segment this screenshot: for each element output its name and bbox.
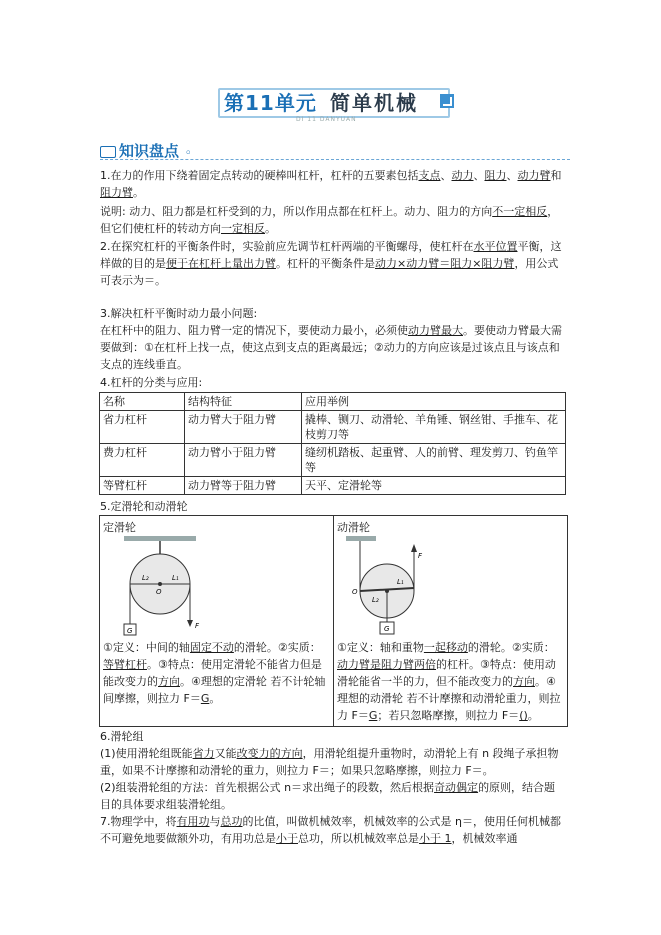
answer: 有用功 — [176, 815, 210, 828]
text: 又能 — [214, 747, 237, 760]
paragraph-6-title: 6.滑轮组 — [100, 730, 144, 743]
paragraph-3 — [100, 322, 566, 373]
axle — [385, 589, 389, 593]
answer: 一定相反 — [221, 222, 265, 235]
lever-table — [99, 392, 566, 495]
text: 的滑轮。②实质： — [467, 641, 555, 654]
answer: G — [200, 692, 210, 705]
sep: 、 — [506, 169, 518, 182]
section-divider — [100, 159, 570, 160]
text: 与 — [209, 815, 221, 828]
text: 的原则，结合题目的具体要求组装滑轮组。 — [100, 781, 556, 811]
paragraph-1 — [100, 167, 566, 201]
answer: 水平位置 — [473, 240, 518, 253]
label-l1: L₁ — [172, 574, 179, 582]
paragraph-3-title: 3.解决杠杆平衡时动力最小问题: — [100, 307, 258, 320]
answer: 改变力的方向 — [236, 747, 303, 760]
ceiling — [346, 536, 376, 541]
answer: 动力臂 — [517, 169, 551, 182]
paragraph-7 — [100, 813, 566, 847]
sep: 、 — [440, 169, 452, 182]
text: 总功，所以机械效率总是 — [298, 832, 419, 845]
paragraph-4-title: 4.杠杆的分类与应用: — [100, 376, 203, 389]
label-f: F — [195, 622, 200, 630]
text: 。要使动力臂最大需要做到：①在杠杆上找一点，使这点到支点的距离最远；②动力的方向应该是过该点且与该点和支点的连线垂直。 — [100, 324, 562, 371]
fixed-pulley-cell — [100, 516, 334, 726]
force-arrow — [411, 544, 417, 552]
text: (2)组装滑轮组的方法：首先根据公式 n＝求出绳子的段数，然后根据 — [100, 781, 435, 794]
paragraph-2 — [100, 238, 566, 289]
text: ，用滑轮组提升重物时，动滑轮上有 n 段绳子承担物重，如果不计摩擦和动滑轮的重力，则拉力 F＝；如果只忽略摩擦，则拉力 F＝。 — [100, 747, 559, 777]
answer: 动力臂最大 — [408, 324, 463, 337]
pulley-comparison — [99, 515, 568, 727]
label-l2: L₂ — [372, 596, 379, 604]
table-cell: 动力臂等于阻力臂 — [185, 477, 302, 495]
text: 说明: 动力、阻力都是杠杆受到的力，所以作用点都在杠杆上。动力、阻力的方向 — [100, 205, 493, 218]
movable-pulley-diagram — [342, 536, 442, 636]
table-cell: 撬棒、铡刀、动滑轮、羊角锤、钢丝钳、手推车、花枝剪刀等 — [302, 411, 566, 444]
answer: 小于 1 — [419, 832, 452, 845]
book-icon — [100, 146, 116, 158]
answer: 动力臂是阻力臂两倍 — [337, 658, 436, 671]
table-cell: 动力臂大于阻力臂 — [185, 411, 302, 444]
movable-pulley-text — [337, 639, 563, 724]
movable-pulley-heading: 动滑轮 — [337, 521, 370, 534]
end: 。 — [527, 709, 539, 722]
arrow-corner-icon — [440, 94, 454, 108]
answer: 奇动偶定 — [434, 781, 479, 794]
text: 1.在力的作用下绕着固定点转动的硬棒叫杠杆，杠杆的五要素包括 — [100, 169, 419, 182]
text: ①定义：中间的轴 — [103, 641, 190, 654]
table-row — [100, 444, 566, 477]
table-header: 应用举例 — [302, 393, 566, 411]
table-header: 结构特征 — [185, 393, 302, 411]
formula: ＝ — [144, 274, 155, 287]
unit-topic: 简单机械 — [330, 91, 418, 115]
text: 的滑轮。②实质： — [233, 641, 321, 654]
text: 的比值，叫做机械效率，机械效率的公式是 η＝，使用任何机械都不可避免地要做额外功，有用功总是 — [100, 815, 561, 845]
section-title: 知识盘点 — [119, 142, 180, 160]
table-cell: 省力杠杆 — [100, 411, 185, 444]
text: 平衡，这样做的目的是 — [100, 240, 562, 270]
table-cell: 缝纫机踏板、起重臂、人的前臂、理发剪刀、钓鱼竿等 — [302, 444, 566, 477]
text: 。③特点：使用定滑轮不能省力但是能改变力的 — [103, 658, 322, 688]
fixed-pulley-diagram — [110, 536, 210, 636]
answer: 阻力 — [484, 169, 507, 182]
answer: 阻力臂 — [100, 186, 133, 199]
text: ；若只忽略摩擦，则拉力 F＝ — [377, 709, 520, 722]
answer: 不一定相反 — [492, 205, 548, 218]
answer: 省力 — [192, 747, 215, 760]
answer: () — [519, 709, 528, 722]
unit-title-banner — [218, 88, 458, 123]
dot-icon: ◦ — [185, 148, 192, 159]
text: 。④理想的定滑轮 若不计轮轴间摩擦，则拉力 F＝ — [103, 675, 326, 705]
answer: 方向 — [513, 675, 535, 688]
table-cell: 天平、定滑轮等 — [302, 477, 566, 495]
label-o: O — [352, 588, 358, 596]
text: ①定义：轴和重物 — [337, 641, 424, 654]
table-cell: 动力臂小于阻力臂 — [185, 444, 302, 477]
label-g: G — [384, 625, 390, 633]
answer: 一起移动 — [423, 641, 468, 654]
end: 。 — [155, 274, 166, 287]
end: 。 — [133, 186, 144, 199]
paragraph-6-2 — [100, 779, 566, 813]
table-row — [100, 477, 566, 495]
label-l1: L₁ — [397, 578, 404, 586]
text: ，但它们使杠杆的转动方向 — [100, 205, 559, 235]
paragraph-6-1 — [100, 745, 566, 779]
answer: 支点 — [418, 169, 441, 182]
pivot — [158, 582, 162, 586]
section-heading — [100, 140, 191, 161]
end: 。 — [209, 692, 221, 705]
sep: 和 — [550, 169, 562, 182]
text: 7.物理学中，将 — [100, 815, 177, 828]
answer: 动力 — [451, 169, 474, 182]
force-arrow — [187, 620, 193, 627]
text: 。杠杆的平衡条件是 — [276, 257, 375, 270]
label-f: F — [418, 552, 423, 560]
answer: 便于在杠杆上量出力臂 — [166, 257, 276, 270]
end: 。 — [265, 222, 276, 235]
answer: 等臂杠杆 — [103, 658, 147, 671]
label-g: G — [127, 627, 133, 635]
table-cell: 等臂杠杆 — [100, 477, 185, 495]
table-cell: 费力杠杆 — [100, 444, 185, 477]
answer: G — [368, 709, 378, 722]
text: 2.在探究杠杆的平衡条件时，实验前应先调节杠杆两端的平衡螺母，使杠杆在 — [100, 240, 474, 253]
sep: 、 — [473, 169, 485, 182]
unit-pinyin: DI 11 DANYUAN — [296, 116, 357, 123]
label-l2: L₂ — [142, 574, 149, 582]
text: 的杠杆。③特点：使用动滑轮能省一半的力，但不能改变力的 — [337, 658, 556, 688]
movable-pulley-cell — [334, 516, 567, 726]
note — [100, 203, 566, 237]
label-o: O — [156, 588, 162, 596]
answer: 方向 — [158, 675, 180, 688]
table-header-row — [100, 393, 566, 411]
table-row — [100, 411, 566, 444]
unit-number: 第11单元 — [224, 91, 317, 115]
answer: 总功 — [220, 815, 243, 828]
text: (1)使用滑轮组既能 — [100, 747, 193, 760]
table-header: 名称 — [100, 393, 185, 411]
text: 。④理想的动滑轮 若不计摩擦和动滑轮重力，则拉力 F＝ — [337, 675, 561, 722]
fixed-pulley-heading: 定滑轮 — [103, 521, 136, 534]
ceiling — [124, 536, 196, 541]
answer: 固定不动 — [189, 641, 234, 654]
text: 在杠杆中的阻力、阻力臂一定的情况下，要使动力最小，必须使 — [100, 324, 408, 337]
fixed-pulley-text — [103, 639, 329, 707]
paragraph-5-title: 5.定滑轮和动滑轮 — [100, 500, 188, 513]
answer: 动力×动力臂＝阻力×阻力臂 — [375, 257, 515, 270]
text: ，用公式可表示为 — [100, 257, 559, 287]
answer: 小于 — [276, 832, 298, 845]
text: ，机械效率通 — [451, 832, 518, 845]
